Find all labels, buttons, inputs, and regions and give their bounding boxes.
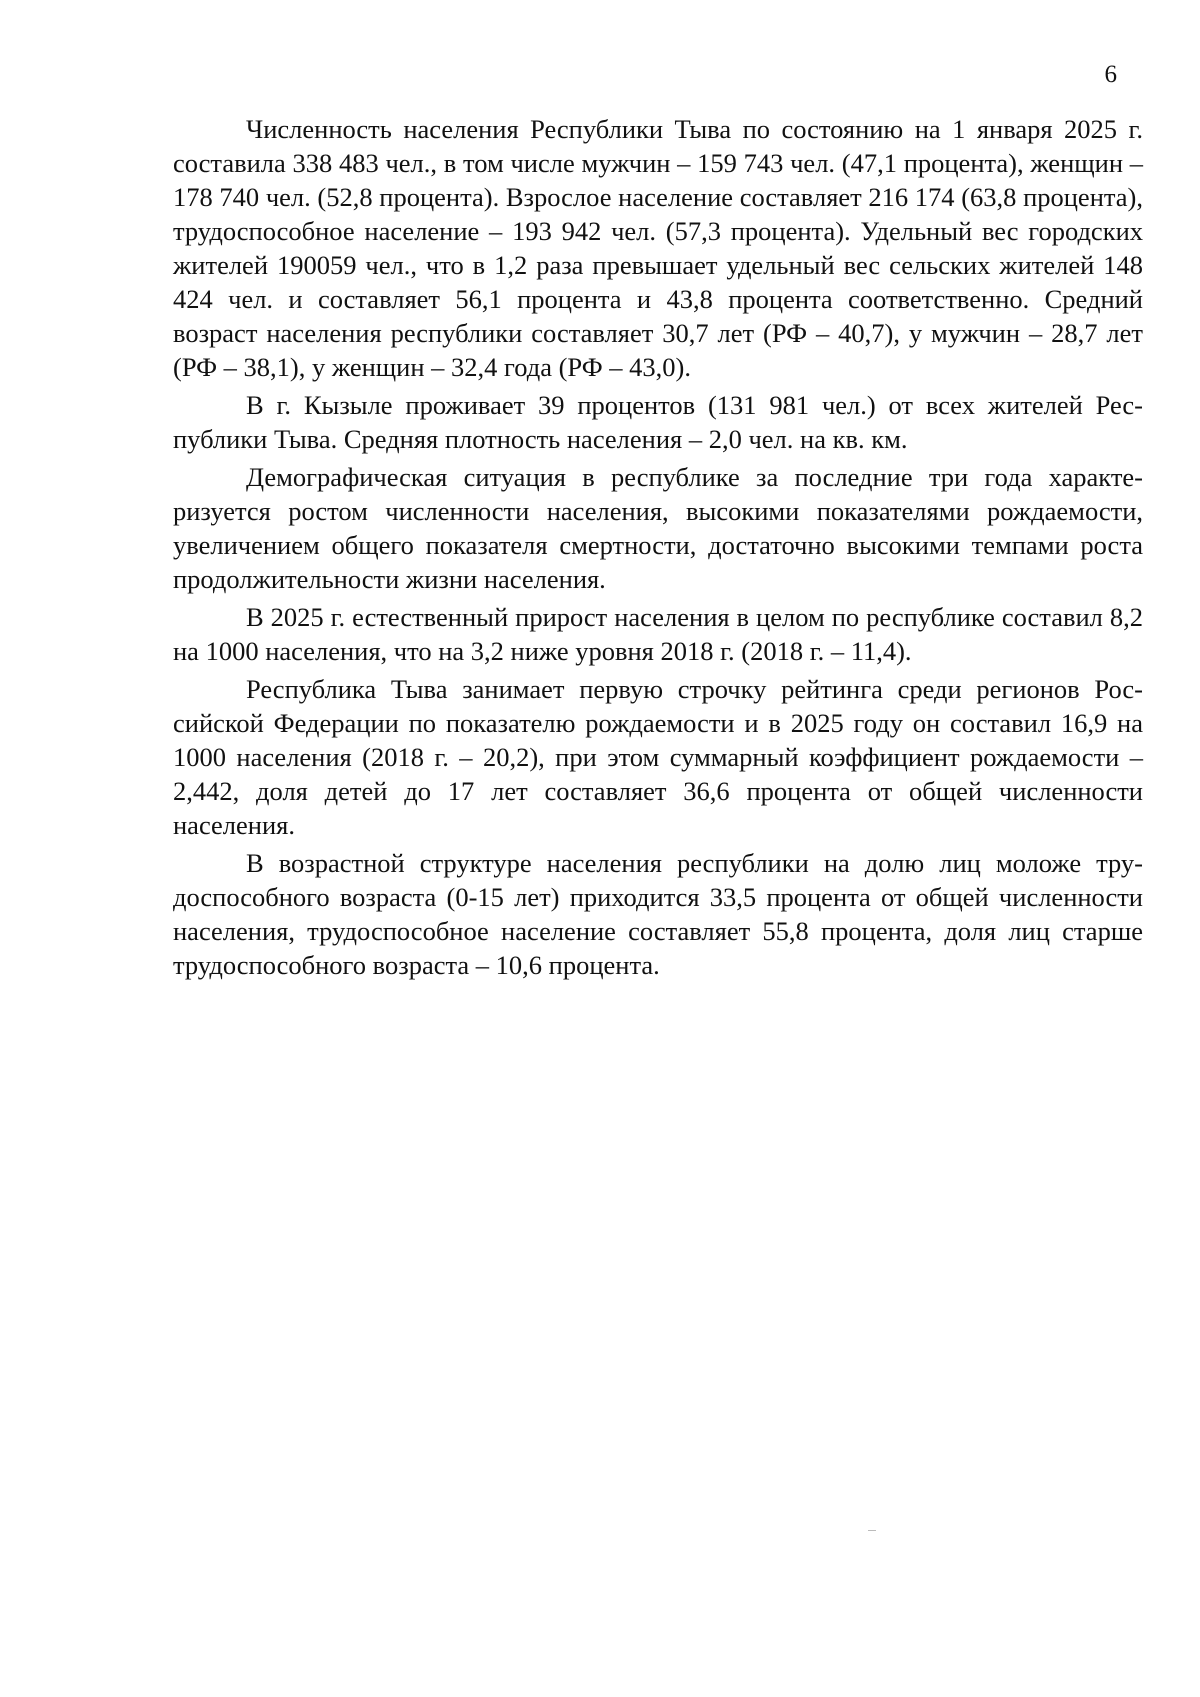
paragraph-age-structure: В возрастной структуре населения республики на долю лиц моложе трудоспособного возраста (0-15 лет) приходится 33,5 процента от общей численности населения, трудоспособное население составляет 55,8 процента, доля лиц старше трудоспособного возраста – 10,6 процента.: [173, 848, 1143, 980]
paragraph-kyzyl-residents: В г. Кызыле проживает 39 процентов (131 981 чел.) от всех жителей Республики Тыва. Средняя плотность населения – 2,0 чел. на кв. км.: [173, 390, 1143, 454]
paragraph-demographic-situation: Демографическая ситуация в республике за последние три года характеризуется ростом численности населения, высокими показателями рождаемости, увеличением общего показателя смертности, достаточно высокими темпами роста продолжительности жизни населения.: [173, 462, 1143, 594]
paragraph-birth-rate-ranking: Республика Тыва занимает первую строчку рейтинга среди регионов Российской Федерации по показателю рождаемости и в 2025 году он составил 16,9 на 1000 населения (2018 г. – 20,2), при этом суммарный коэффициент рождаемости – 2,442, доля детей до 17 лет составляет 36,6 процента от общей численности населения.: [173, 674, 1143, 840]
paragraph-population-overview: Численность населения Республики Тыва по состоянию на 1 января 2025 г. составила 338 483 чел., в том числе мужчин – 159 743 чел. (47,1 процента), женщин – 178 740 чел. (52,8 процента). Взрослое население составляет 216 174 (63,8 процента), трудоспособное население – 193 942 чел. (57,3 процента). Удельный вес городских жителей 190059 чел., что в 1,2 раза превышает удельный вес сельских жителей 148 424 чел. и составляет 56,1 процента и 43,8 процента соответственно. Средний возраст населения республики составляет 30,7 лет (РФ – 40,7), у мужчин – 28,7 лет (РФ – 38,1), у женщин – 32,4 года (РФ – 43,0).: [173, 114, 1143, 382]
paragraph-natural-growth: В 2025 г. естественный прирост населения в целом по республике составил 8,2 на 1000 населения, что на 3,2 ниже уровня 2018 г. (2018 г. – 11,4).: [173, 602, 1143, 666]
page-number: 6: [1104, 61, 1117, 88]
document-body: [173, 112, 1143, 986]
scan-artifact-mark: [868, 1530, 876, 1531]
